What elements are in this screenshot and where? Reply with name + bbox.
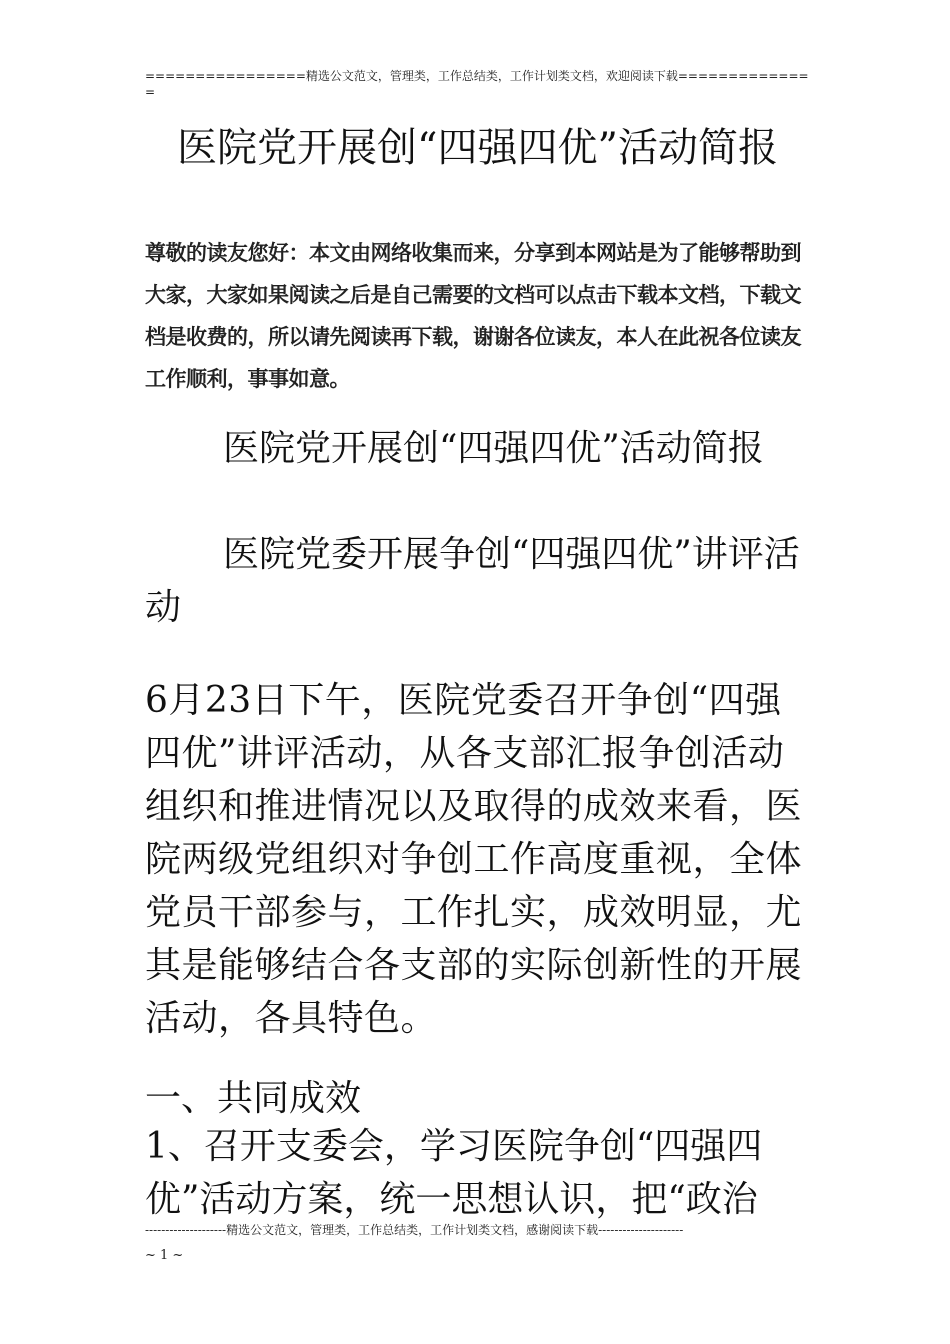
body-title: 医院党开展创“四强四优”活动简报 <box>223 428 764 469</box>
page-header: ================精选公文范文，管理类，工作总结类，工作计划类文档，欢迎阅读下载============== <box>145 69 809 99</box>
body-subtitle: 医院党委开展争创“四强四优”讲评活动 <box>145 534 800 628</box>
page-number: ~ 1 ~ <box>145 1248 184 1263</box>
list-item: 1、召开支委会，学习医院争创“四强四优”活动方案，统一思想认识，把“政治 <box>145 1126 763 1220</box>
page-footer: --------------------精选公文范文，管理类，工作总结类，工作计划类文档，感谢阅读下载--------------------- <box>145 1223 684 1237</box>
body-paragraph: 6月23日下午，医院党委召开争创“四强四优”讲评活动，从各支部汇报争创活动组织和推进情况以及取得的成效来看，医院两级党组织对争创工作高度重视，全体党员干部参与，工作扎实，成效明显，尤其是能够结合各支部的实际创新性的开展活动，各具特色。 <box>145 680 803 1039</box>
document-title: 医院党开展创“四强四优”活动简报 <box>177 125 778 171</box>
reader-notice: 尊敬的读友您好：本文由网络收集而来，分享到本网站是为了能够帮助到大家，大家如果阅读之后是自己需要的文档可以点击下载本文档，下载文档是收费的，所以请先阅读再下载，谢谢各位读友，本人在此祝各位读友工作顺利，事事如意。 <box>145 241 801 391</box>
section-heading: 一、共同成效 <box>145 1078 362 1119</box>
